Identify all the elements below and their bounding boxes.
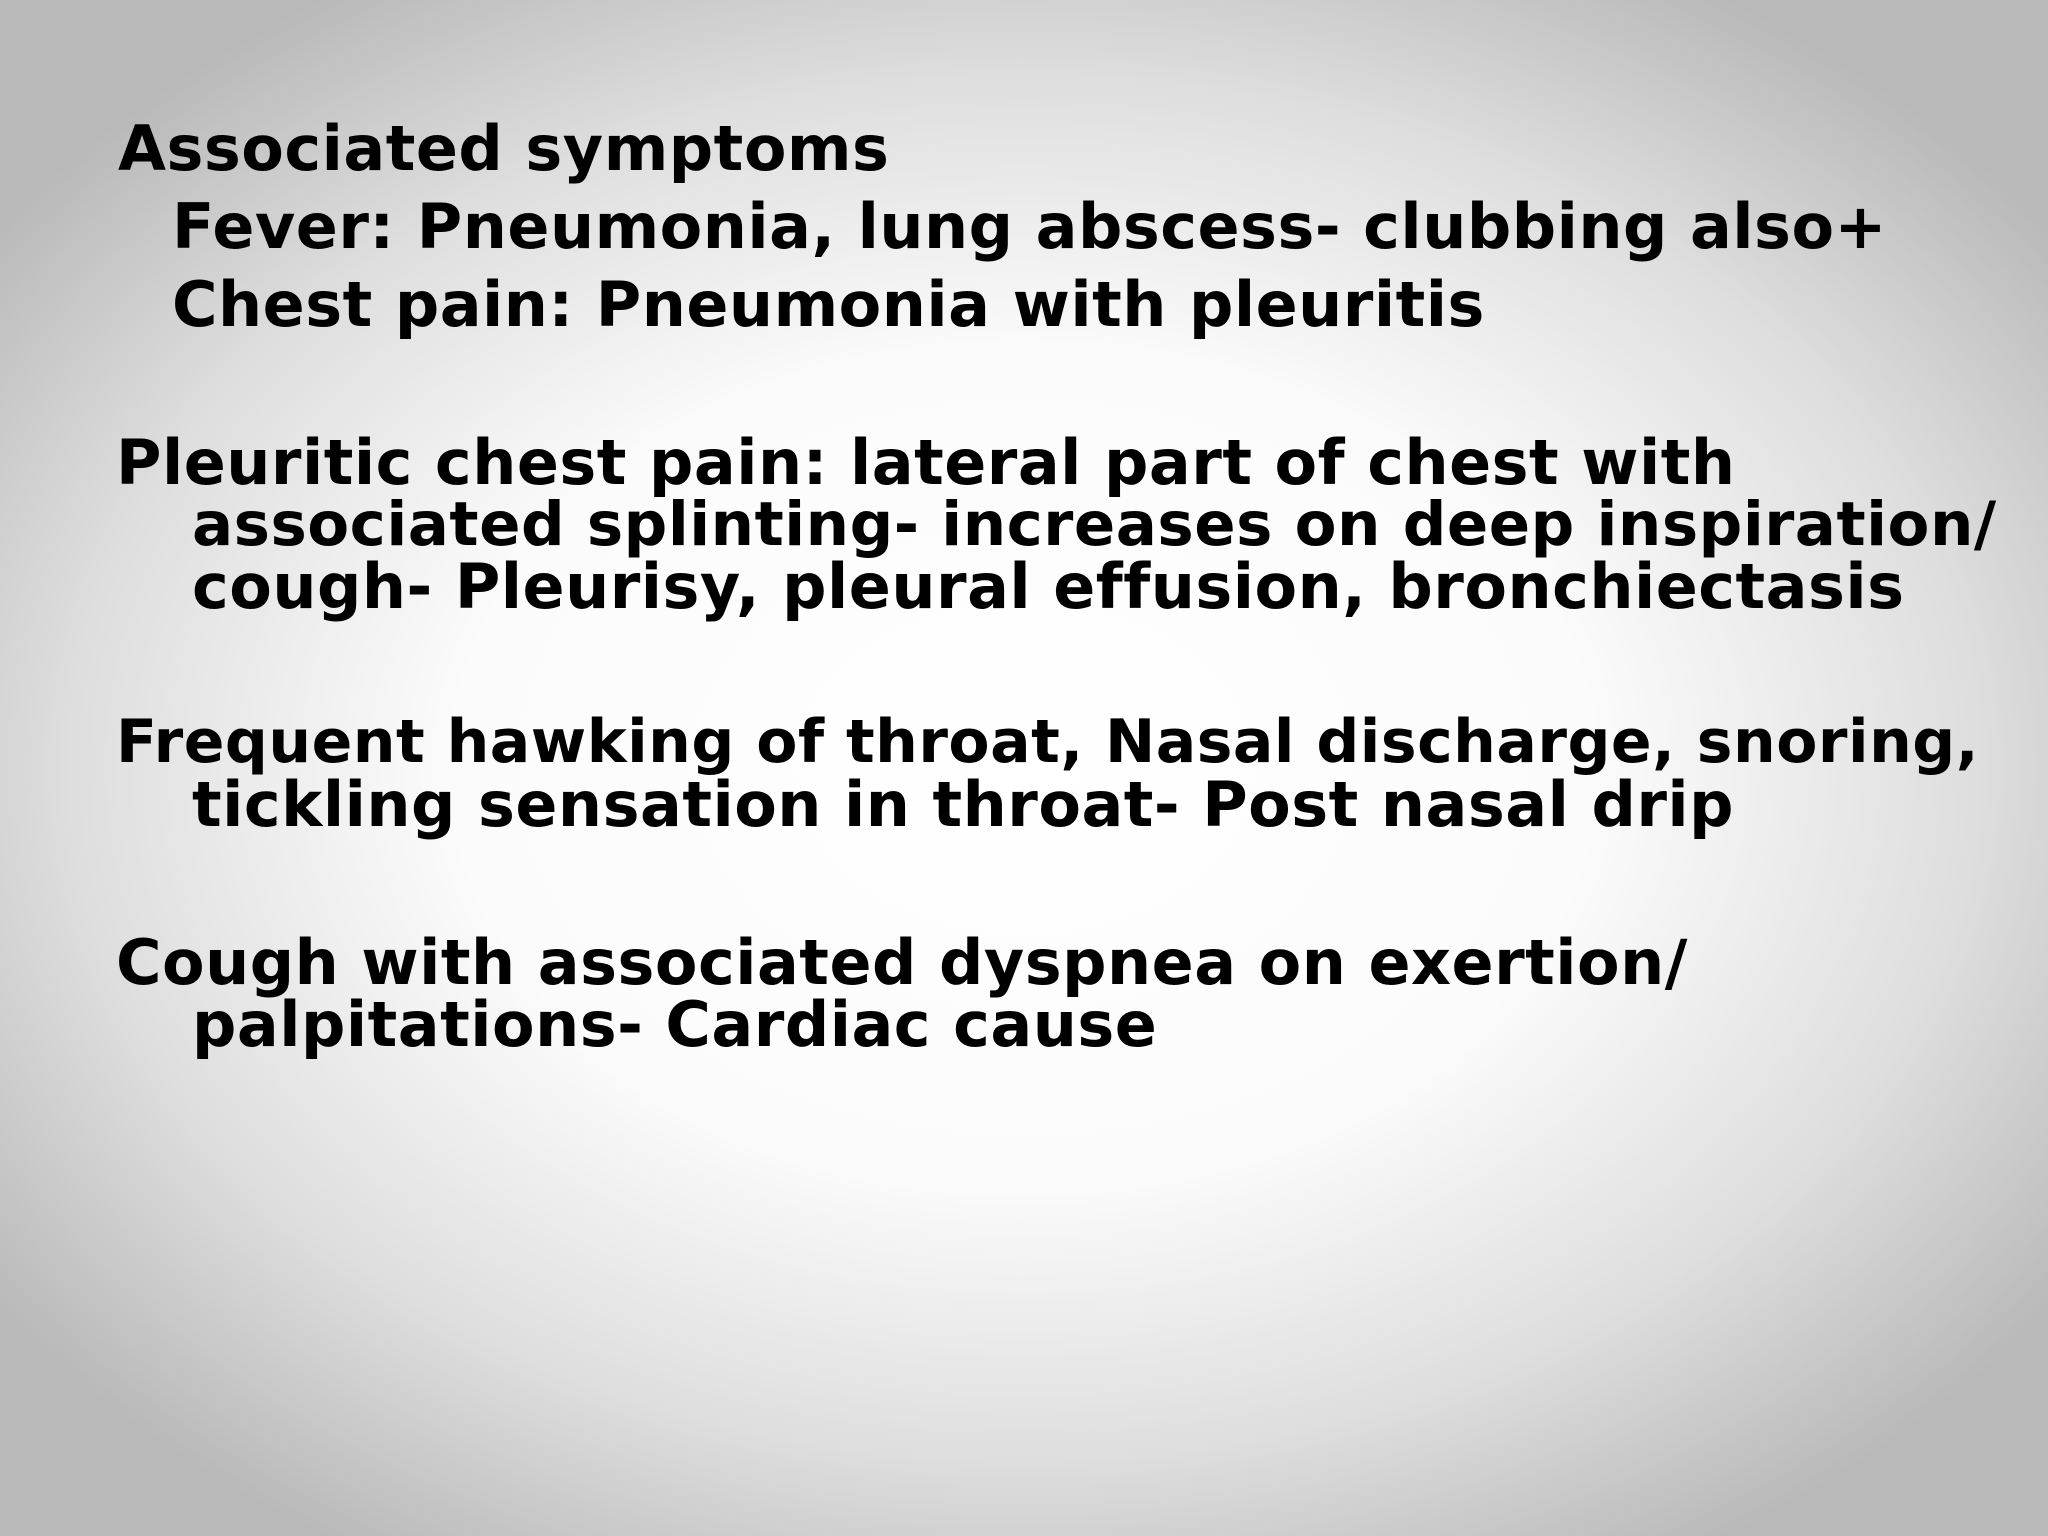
paragraph-cardiac-line-2: palpitations- Cardiac cause — [192, 988, 1158, 1061]
paragraph-postnasal-line-1: Frequent hawking of throat, Nasal discharge, snoring, — [116, 707, 1980, 777]
paragraph-pleuritic-line-3: cough- Pleurisy, pleural effusion, bronchiectasis — [192, 550, 1905, 623]
paragraph-pleuritic-line-1: Pleuritic chest pain: lateral part of chest with — [116, 426, 1736, 499]
sub-item-fever: Fever: Pneumonia, lung abscess- clubbing also+ — [172, 190, 1887, 263]
paragraph-pleuritic-line-2: associated splinting- increases on deep inspiration/ — [192, 489, 1997, 560]
paragraph-cardiac-line-1: Cough with associated dyspnea on exertion/ — [116, 926, 1688, 999]
slide-heading: Associated symptoms — [118, 112, 890, 185]
paragraph-postnasal-line-2: tickling sensation in throat- Post nasal drip — [192, 768, 1735, 841]
sub-item-chest-pain: Chest pain: Pneumonia with pleuritis — [172, 268, 1485, 341]
